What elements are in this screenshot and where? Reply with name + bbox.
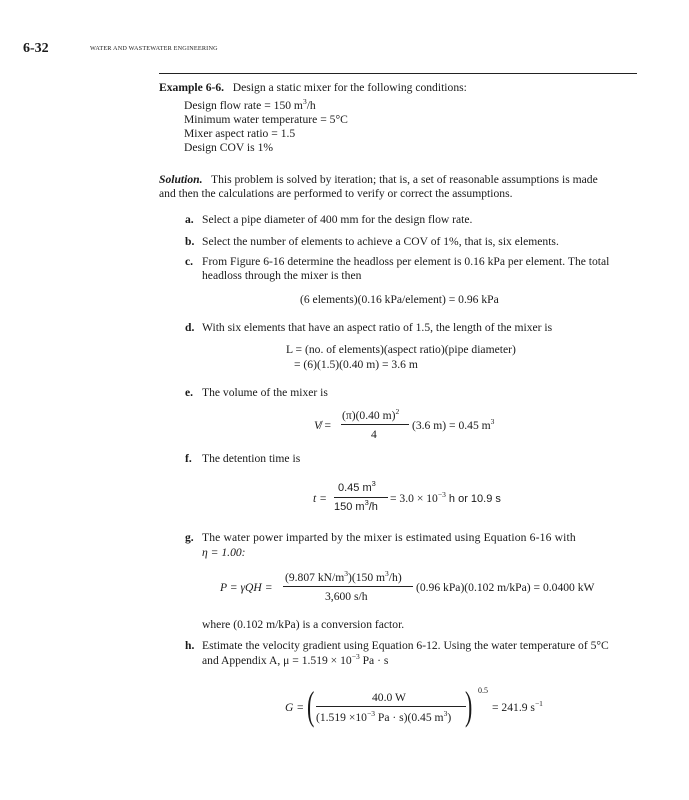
step-d-equation-line1: L = (no. of elements)(aspect ratio)(pipe diameter): [286, 343, 516, 356]
step-h-left-paren: (: [307, 683, 315, 728]
solution-intro-line2: and then the calculations are performed to verify or correct the assumptions.: [159, 187, 513, 200]
step-h-right-paren: ): [465, 683, 473, 728]
step-f-fraction-bar: [334, 497, 388, 498]
step-f-lhs: t =: [313, 492, 327, 505]
step-d-equation-line2: = (6)(1.5)(0.40 m) = 3.6 m: [294, 358, 418, 371]
step-g-denominator: 3,600 s/h: [325, 590, 368, 603]
step-g-note: where (0.102 m/kPa) is a conversion factor.: [202, 618, 405, 631]
step-f-text: The detention time is: [202, 452, 301, 465]
step-f-rhs: = $3.0 \times 10^{-3}$ h or 10.9 s: [390, 490, 501, 505]
step-d-text: With six elements that have an aspect ratio of 1.5, the length of the mixer is: [202, 321, 553, 334]
step-e-label: e.: [185, 386, 194, 399]
step-f-denominator: 150 $m^3/h$: [334, 498, 378, 513]
step-e-lhs: V̸ =: [314, 419, 332, 432]
step-a-label: a.: [185, 213, 194, 226]
step-g-fraction-bar: [283, 586, 413, 587]
step-g-numerator: (9.807 $kN/m^3)(150$ $m^3/h$): [285, 569, 402, 584]
step-h-line1: Estimate the velocity gradient using Equation 6-12. Using the water temperature of 5°C: [202, 639, 609, 652]
step-h-numerator: 40.0 W: [372, 691, 406, 704]
condition-cov: Design COV is 1%: [184, 141, 274, 154]
step-g-lhs: P = γQH =: [220, 581, 273, 594]
step-h-line2: and Appendix A, $\mu = 1.519 \times 10^{-3}$ Pa · s: [202, 652, 389, 667]
step-g-rhs: (0.96 kPa)(0.102 m/kPa) = 0.0400 kW: [416, 581, 595, 594]
step-e-rhs: (3.6 m) = 0.45 $m^3$: [412, 417, 495, 432]
step-e-numerator: (π)(0.40 m)$^2$: [342, 407, 400, 422]
step-h-fraction-bar: [316, 706, 466, 707]
condition-temperature: Minimum water temperature = 5°C: [184, 113, 348, 126]
step-h-label: h.: [185, 639, 195, 652]
step-h-lhs: G =: [285, 701, 305, 714]
step-c-line2: headloss through the mixer is then: [202, 269, 362, 282]
example-label: Example 6-6.: [159, 81, 225, 94]
step-f-label: f.: [185, 452, 192, 465]
page-number: 6-32: [23, 41, 49, 56]
step-e-text: The volume of the mixer is: [202, 386, 328, 399]
solution-label: Solution.: [159, 173, 203, 186]
running-title: WATER AND WASTEWATER ENGINEERING: [90, 45, 218, 52]
step-c-line1: From Figure 6-16 determine the headloss per element is 0.16 kPa per element. The total: [202, 255, 610, 268]
step-e-denominator: 4: [371, 428, 377, 441]
step-b-text: Select the number of elements to achieve a COV of 1%, that is, six elements.: [202, 235, 559, 248]
step-c-equation: (6 elements)(0.16 kPa/element) = 0.96 kPa: [300, 293, 499, 306]
condition-flow-rate: Design flow rate = 150 $m^3/h$: [184, 97, 316, 112]
step-h-denominator: ($1.519 \times 10^{-3}$ Pa · s)(0.45 $m^3$): [316, 709, 452, 724]
step-g-line1: The water power imparted by the mixer is estimated using Equation 6-16 with: [202, 531, 576, 544]
step-d-label: d.: [185, 321, 195, 334]
example-statement: Design a static mixer for the following conditions:: [232, 81, 467, 94]
step-c-label: c.: [185, 255, 194, 268]
step-a-text: Select a pipe diameter of 400 mm for the design flow rate.: [202, 213, 473, 226]
step-b-label: b.: [185, 235, 195, 248]
top-rule: [159, 73, 637, 74]
step-g-label: g.: [185, 531, 194, 544]
step-g-line2: η = 1.00:: [202, 546, 246, 559]
step-e-fraction-bar: [341, 424, 409, 425]
condition-aspect-ratio: Mixer aspect ratio = 1.5: [184, 127, 296, 140]
example-heading: [159, 80, 467, 95]
solution-intro-line1: Solution. This problem is solved by iteration; that is, a set of reasonable assumptions is made: [159, 173, 598, 186]
step-f-numerator: 0.45 $m^3$: [338, 479, 376, 494]
step-h-exponent: 0.5: [478, 686, 488, 695]
step-h-rhs: = 241.9 $s^{-1}$: [492, 699, 543, 714]
